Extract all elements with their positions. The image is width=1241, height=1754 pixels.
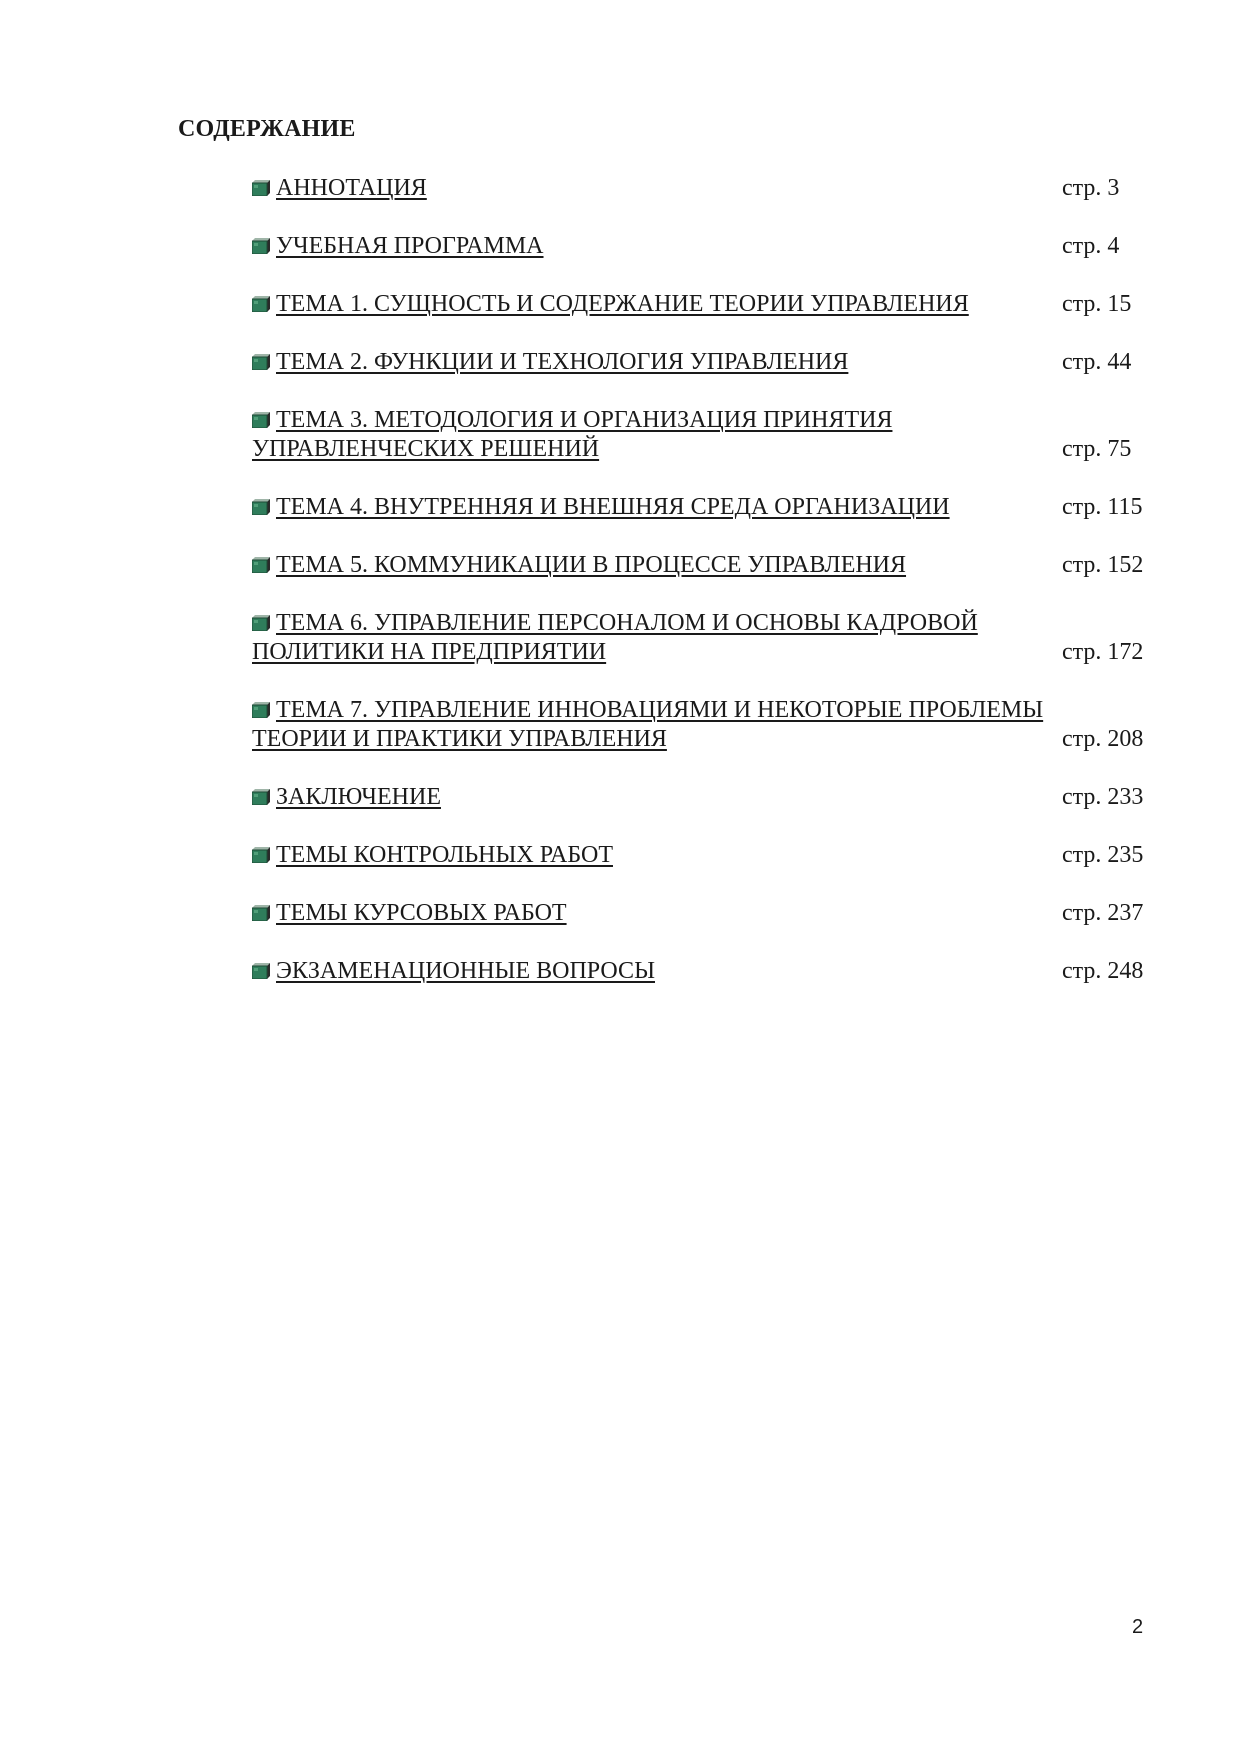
toc-entry-text	[252, 783, 1092, 812]
toc-entry-text	[252, 232, 1092, 261]
page-number: 2	[1132, 1616, 1144, 1638]
toc-link-topic-2[interactable]: ТЕМА 2. ФУНКЦИИ И ТЕХНОЛОГИЯ УПРАВЛЕНИЯ	[276, 349, 849, 375]
toc-page-ref: стр. 233	[1062, 784, 1144, 810]
toc-entry-text	[252, 899, 1092, 928]
toc-link-topic-4[interactable]: ТЕМА 4. ВНУТРЕННЯЯ И ВНЕШНЯЯ СРЕДА ОРГАНИЗАЦИИ	[276, 494, 950, 520]
toc-entry-text	[252, 348, 1092, 377]
toc-page-ref: стр. 4	[1062, 233, 1120, 259]
toc-link-topic-5[interactable]: ТЕМА 5. КОММУНИКАЦИИ В ПРОЦЕССЕ УПРАВЛЕНИЯ	[276, 552, 907, 578]
book-icon	[252, 905, 270, 921]
toc-page-ref: стр. 15	[1062, 291, 1132, 317]
toc-link-topic-3[interactable]: ТЕМА 3. МЕТОДОЛОГИЯ И ОРГАНИЗАЦИЯ ПРИНЯТИЯ УПРАВЛЕНЧЕСКИХ РЕШЕНИЙ	[252, 407, 893, 462]
toc-link-conclusion[interactable]: ЗАКЛЮЧЕНИЕ	[276, 784, 441, 810]
book-icon	[252, 702, 270, 718]
toc-page-ref: стр. 3	[1062, 175, 1120, 201]
book-icon	[252, 789, 270, 805]
toc-entry-text	[252, 551, 1092, 580]
toc-entry-text	[252, 290, 1092, 319]
toc-page-ref: стр. 235	[1062, 842, 1144, 868]
toc-link-topic-7[interactable]: ТЕМА 7. УПРАВЛЕНИЕ ИННОВАЦИЯМИ И НЕКОТОРЫЕ ПРОБЛЕМЫ ТЕОРИИ И ПРАКТИКИ УПРАВЛЕНИЯ	[252, 697, 1044, 752]
toc-page-ref: стр. 44	[1062, 349, 1132, 375]
toc-link-program[interactable]: УЧЕБНАЯ ПРОГРАММА	[276, 233, 544, 259]
toc-page-ref: стр. 248	[1062, 958, 1144, 984]
book-icon	[252, 296, 270, 312]
toc-entry-text	[252, 696, 1092, 754]
toc-page-ref: стр. 208	[1062, 726, 1144, 752]
toc-entry-text	[252, 609, 1042, 667]
book-icon	[252, 557, 270, 573]
toc-link-annotation[interactable]: АННОТАЦИЯ	[276, 175, 427, 201]
toc-link-coursework-topics[interactable]: ТЕМЫ КУРСОВЫХ РАБОТ	[276, 900, 567, 926]
book-icon	[252, 847, 270, 863]
toc-link-test-topics[interactable]: ТЕМЫ КОНТРОЛЬНЫХ РАБОТ	[276, 842, 613, 868]
toc-page-ref: стр. 115	[1062, 494, 1143, 520]
book-icon	[252, 615, 270, 631]
book-icon	[252, 180, 270, 196]
page-title: СОДЕРЖАНИЕ	[178, 116, 356, 142]
book-icon	[252, 499, 270, 515]
toc-entry-text	[252, 957, 1092, 986]
toc-entry-text	[252, 174, 1092, 203]
toc-entry-text	[252, 493, 1092, 522]
book-icon	[252, 354, 270, 370]
toc-page-ref: стр. 237	[1062, 900, 1144, 926]
toc-link-topic-6[interactable]: ТЕМА 6. УПРАВЛЕНИЕ ПЕРСОНАЛОМ И ОСНОВЫ КАДРОВОЙ ПОЛИТИКИ НА ПРЕДПРИЯТИИ	[252, 610, 978, 665]
toc-page-ref: стр. 75	[1062, 436, 1132, 462]
toc-link-exam-questions[interactable]: ЭКЗАМЕНАЦИОННЫЕ ВОПРОСЫ	[276, 958, 655, 984]
toc-page-ref: стр. 172	[1062, 639, 1144, 665]
toc-link-topic-1[interactable]: ТЕМА 1. СУЩНОСТЬ И СОДЕРЖАНИЕ ТЕОРИИ УПРАВЛЕНИЯ	[276, 291, 969, 317]
toc-entry-text	[252, 406, 972, 464]
toc-page-ref: стр. 152	[1062, 552, 1144, 578]
book-icon	[252, 238, 270, 254]
book-icon	[252, 412, 270, 428]
toc-entry-text	[252, 841, 1092, 870]
book-icon	[252, 963, 270, 979]
